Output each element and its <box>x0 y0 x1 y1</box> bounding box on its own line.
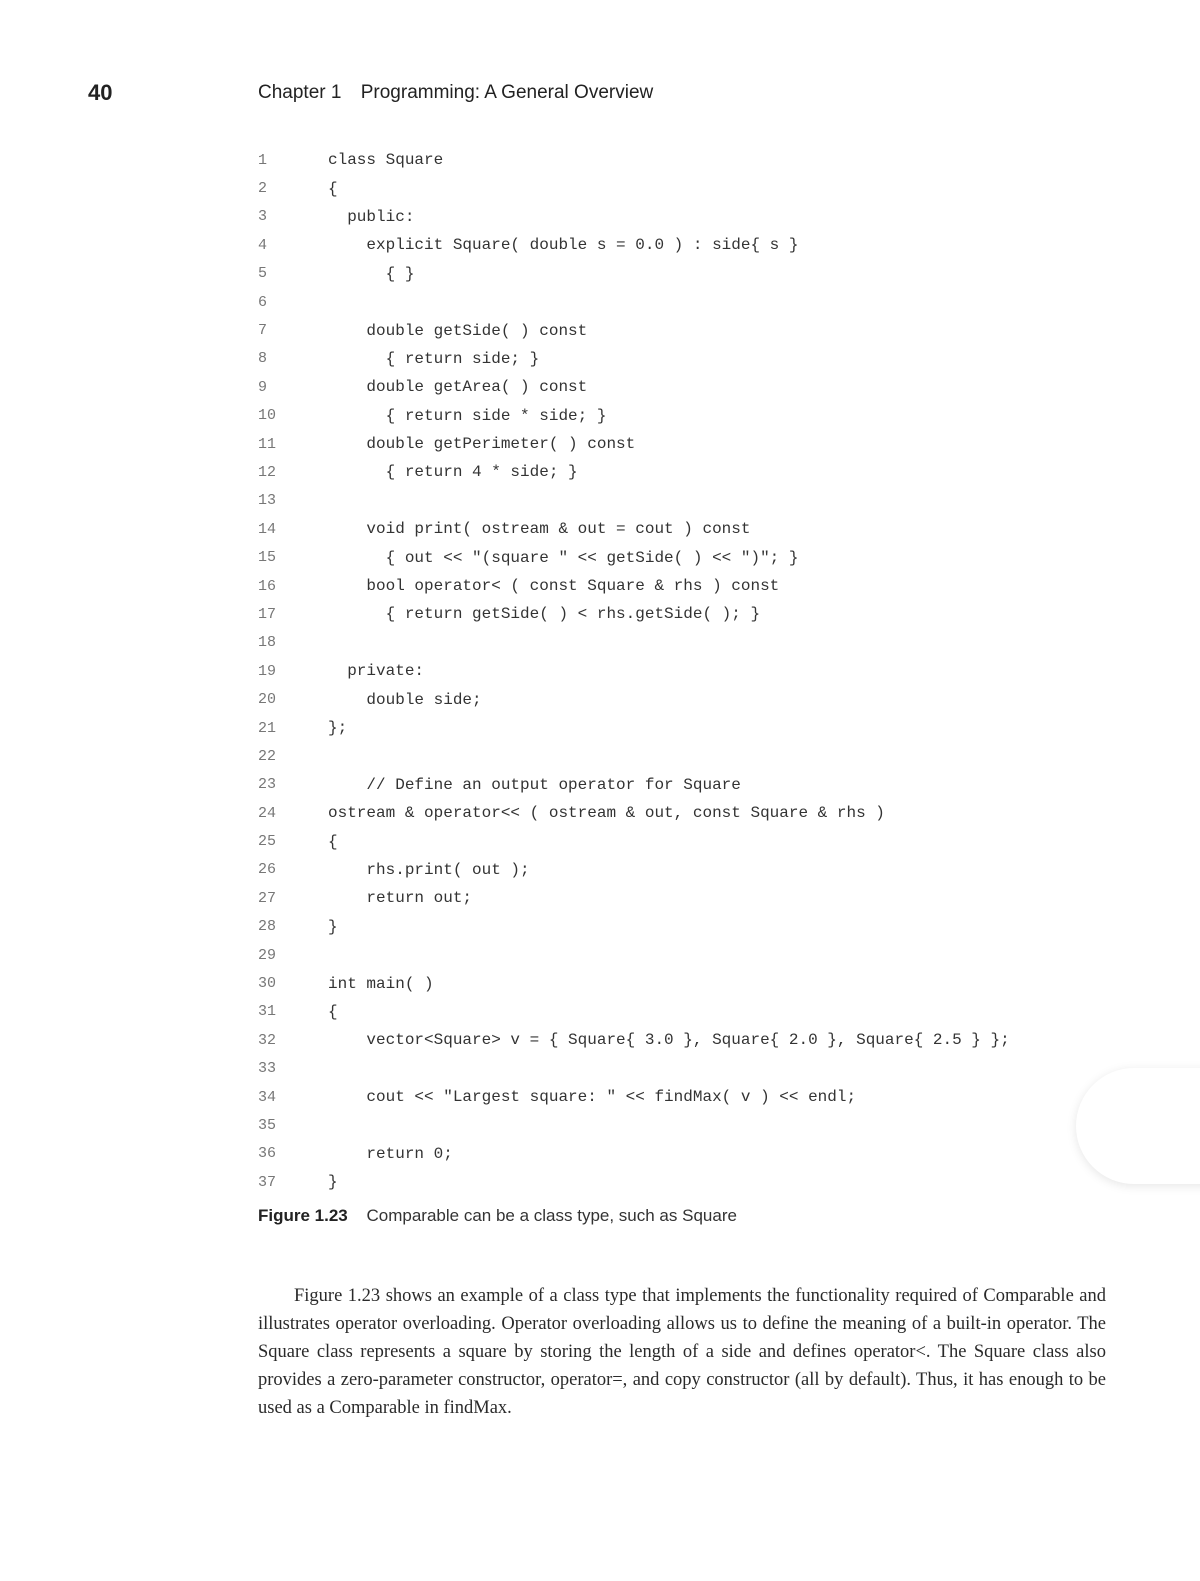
code-line-text: int main( ) <box>328 974 434 993</box>
code-line-number: 24 <box>258 804 277 822</box>
code-line-text: bool operator< ( const Square & rhs ) const <box>328 577 780 596</box>
code-line-number: 15 <box>258 549 277 567</box>
code-line-text: public: <box>328 207 415 226</box>
code-line <box>258 515 1078 543</box>
code-line-text: double getPerimeter( ) const <box>328 435 636 454</box>
code-line-text: return 0; <box>328 1144 453 1163</box>
body-paragraph: Figure 1.23 shows an example of a class type that implements the functionality required of Comparable and illustrates operator overloading. Operator overloading allows us to define the meaning of a built-in operator. The Square class represents a square by storing the length of a side and defines operator<. The Square class also provides a zero-parameter constructor, operator=, and copy constructor (all by default). Thus, it has enough to be used as a Comparable in findMax. <box>258 1286 1106 1418</box>
code-line-number: 21 <box>258 719 277 737</box>
code-line-text: { } <box>328 264 415 283</box>
code-line-number: 26 <box>258 861 277 879</box>
code-line-text: private: <box>328 662 425 681</box>
code-line-text: { <box>328 179 338 198</box>
code-line <box>258 629 1078 657</box>
code-line-number: 22 <box>258 747 277 765</box>
code-line <box>258 543 1078 571</box>
code-line-text: rhs.print( out ); <box>328 860 530 879</box>
code-line-text: ostream & operator<< ( ostream & out, const Square & rhs ) <box>328 804 885 823</box>
code-line <box>258 714 1078 742</box>
code-line <box>258 799 1078 827</box>
code-line <box>258 1111 1078 1139</box>
code-line <box>258 487 1078 515</box>
code-line <box>258 458 1078 486</box>
code-line-number: 9 <box>258 378 268 396</box>
code-line-number: 37 <box>258 1173 277 1191</box>
code-line-number: 2 <box>258 180 268 198</box>
code-line-number: 8 <box>258 350 268 368</box>
code-line <box>258 316 1078 344</box>
code-line <box>258 969 1078 997</box>
code-line <box>258 1055 1078 1083</box>
code-line-number: 29 <box>258 946 277 964</box>
code-line-text: { <box>328 1002 338 1021</box>
code-line <box>258 685 1078 713</box>
code-line <box>258 345 1078 373</box>
code-line-text: } <box>328 1173 338 1192</box>
code-line-text: double getArea( ) const <box>328 378 588 397</box>
code-line <box>258 203 1078 231</box>
floating-side-tab[interactable] <box>1076 1068 1200 1184</box>
code-line <box>258 742 1078 770</box>
code-line-number: 20 <box>258 691 277 709</box>
code-line-number: 32 <box>258 1031 277 1049</box>
code-line-number: 30 <box>258 975 277 993</box>
code-line <box>258 402 1078 430</box>
code-line <box>258 913 1078 941</box>
code-line-number: 36 <box>258 1145 277 1163</box>
code-line-number: 35 <box>258 1116 277 1134</box>
code-line-text: { return side; } <box>328 349 540 368</box>
code-line-number: 31 <box>258 1003 277 1021</box>
code-line <box>258 1083 1078 1111</box>
code-line-text: }; <box>328 719 348 737</box>
running-head <box>258 82 653 104</box>
code-line <box>258 146 1078 174</box>
code-line-text: { <box>328 832 338 851</box>
code-line-text: { out << "(square " << getSide( ) << ")"; } <box>328 548 799 567</box>
code-line-text: vector<Square> v = { Square{ 3.0 }, Square{ 2.0 }, Square{ 2.5 } }; <box>328 1031 1010 1050</box>
code-line-text: { return 4 * side; } <box>328 463 578 482</box>
code-line-number: 18 <box>258 634 277 652</box>
code-line <box>258 941 1078 969</box>
code-line-number: 3 <box>258 208 268 226</box>
code-line-number: 5 <box>258 265 268 283</box>
code-line-text: { return side * side; } <box>328 406 607 425</box>
code-line <box>258 373 1078 401</box>
code-line <box>258 884 1078 912</box>
figure-caption <box>258 1206 737 1226</box>
code-line <box>258 260 1078 288</box>
code-line <box>258 430 1078 458</box>
code-line <box>258 600 1078 628</box>
code-line-number: 14 <box>258 520 277 538</box>
code-line-number: 16 <box>258 577 277 595</box>
code-line <box>258 771 1078 799</box>
code-line-text: void print( ostream & out = cout ) const <box>328 520 751 539</box>
code-line-number: 33 <box>258 1060 277 1078</box>
code-line <box>258 998 1078 1026</box>
code-line <box>258 827 1078 855</box>
code-line-text: // Define an output operator for Square <box>328 775 741 794</box>
code-line <box>258 1168 1078 1196</box>
code-line-number: 25 <box>258 833 277 851</box>
code-line-number: 23 <box>258 776 277 794</box>
code-line-number: 10 <box>258 407 277 425</box>
code-line-text: explicit Square( double s = 0.0 ) : side{ s } <box>328 236 799 255</box>
code-line-number: 27 <box>258 889 277 907</box>
code-line-number: 6 <box>258 293 268 311</box>
page-number: 40 <box>88 80 113 105</box>
code-line-number: 4 <box>258 236 268 254</box>
code-line-text: class Square <box>328 151 444 170</box>
code-line <box>258 856 1078 884</box>
figure-label: Figure 1.23 <box>258 1206 348 1225</box>
code-line-number: 12 <box>258 463 277 481</box>
code-line-number: 34 <box>258 1088 277 1106</box>
code-line-text: { return getSide( ) < rhs.getSide( ); } <box>328 605 761 624</box>
code-line <box>258 174 1078 202</box>
figure-caption-text: Comparable can be a class type, such as Square <box>366 1206 737 1225</box>
code-line <box>258 572 1078 600</box>
chapter-label: Chapter 1 <box>258 82 342 103</box>
code-line-number: 28 <box>258 918 277 936</box>
code-line-number: 7 <box>258 322 268 340</box>
code-line-number: 19 <box>258 662 277 680</box>
code-line-text: } <box>328 917 338 936</box>
code-line-number: 11 <box>258 435 277 453</box>
code-line-text: double getSide( ) const <box>328 321 588 340</box>
code-line-text: return out; <box>328 889 473 908</box>
code-line <box>258 1140 1078 1168</box>
code-line-number: 17 <box>258 605 277 623</box>
code-listing <box>258 146 1078 1196</box>
code-line <box>258 231 1078 259</box>
chapter-title: Programming: A General Overview <box>360 82 654 103</box>
code-line-number: 13 <box>258 492 277 510</box>
code-line <box>258 1026 1078 1054</box>
code-line <box>258 288 1078 316</box>
code-line-text: double side; <box>328 690 482 709</box>
code-line-text: cout << "Largest square: " << findMax( v ) << endl; <box>328 1088 857 1107</box>
code-line-number: 1 <box>258 151 268 169</box>
code-line <box>258 657 1078 685</box>
